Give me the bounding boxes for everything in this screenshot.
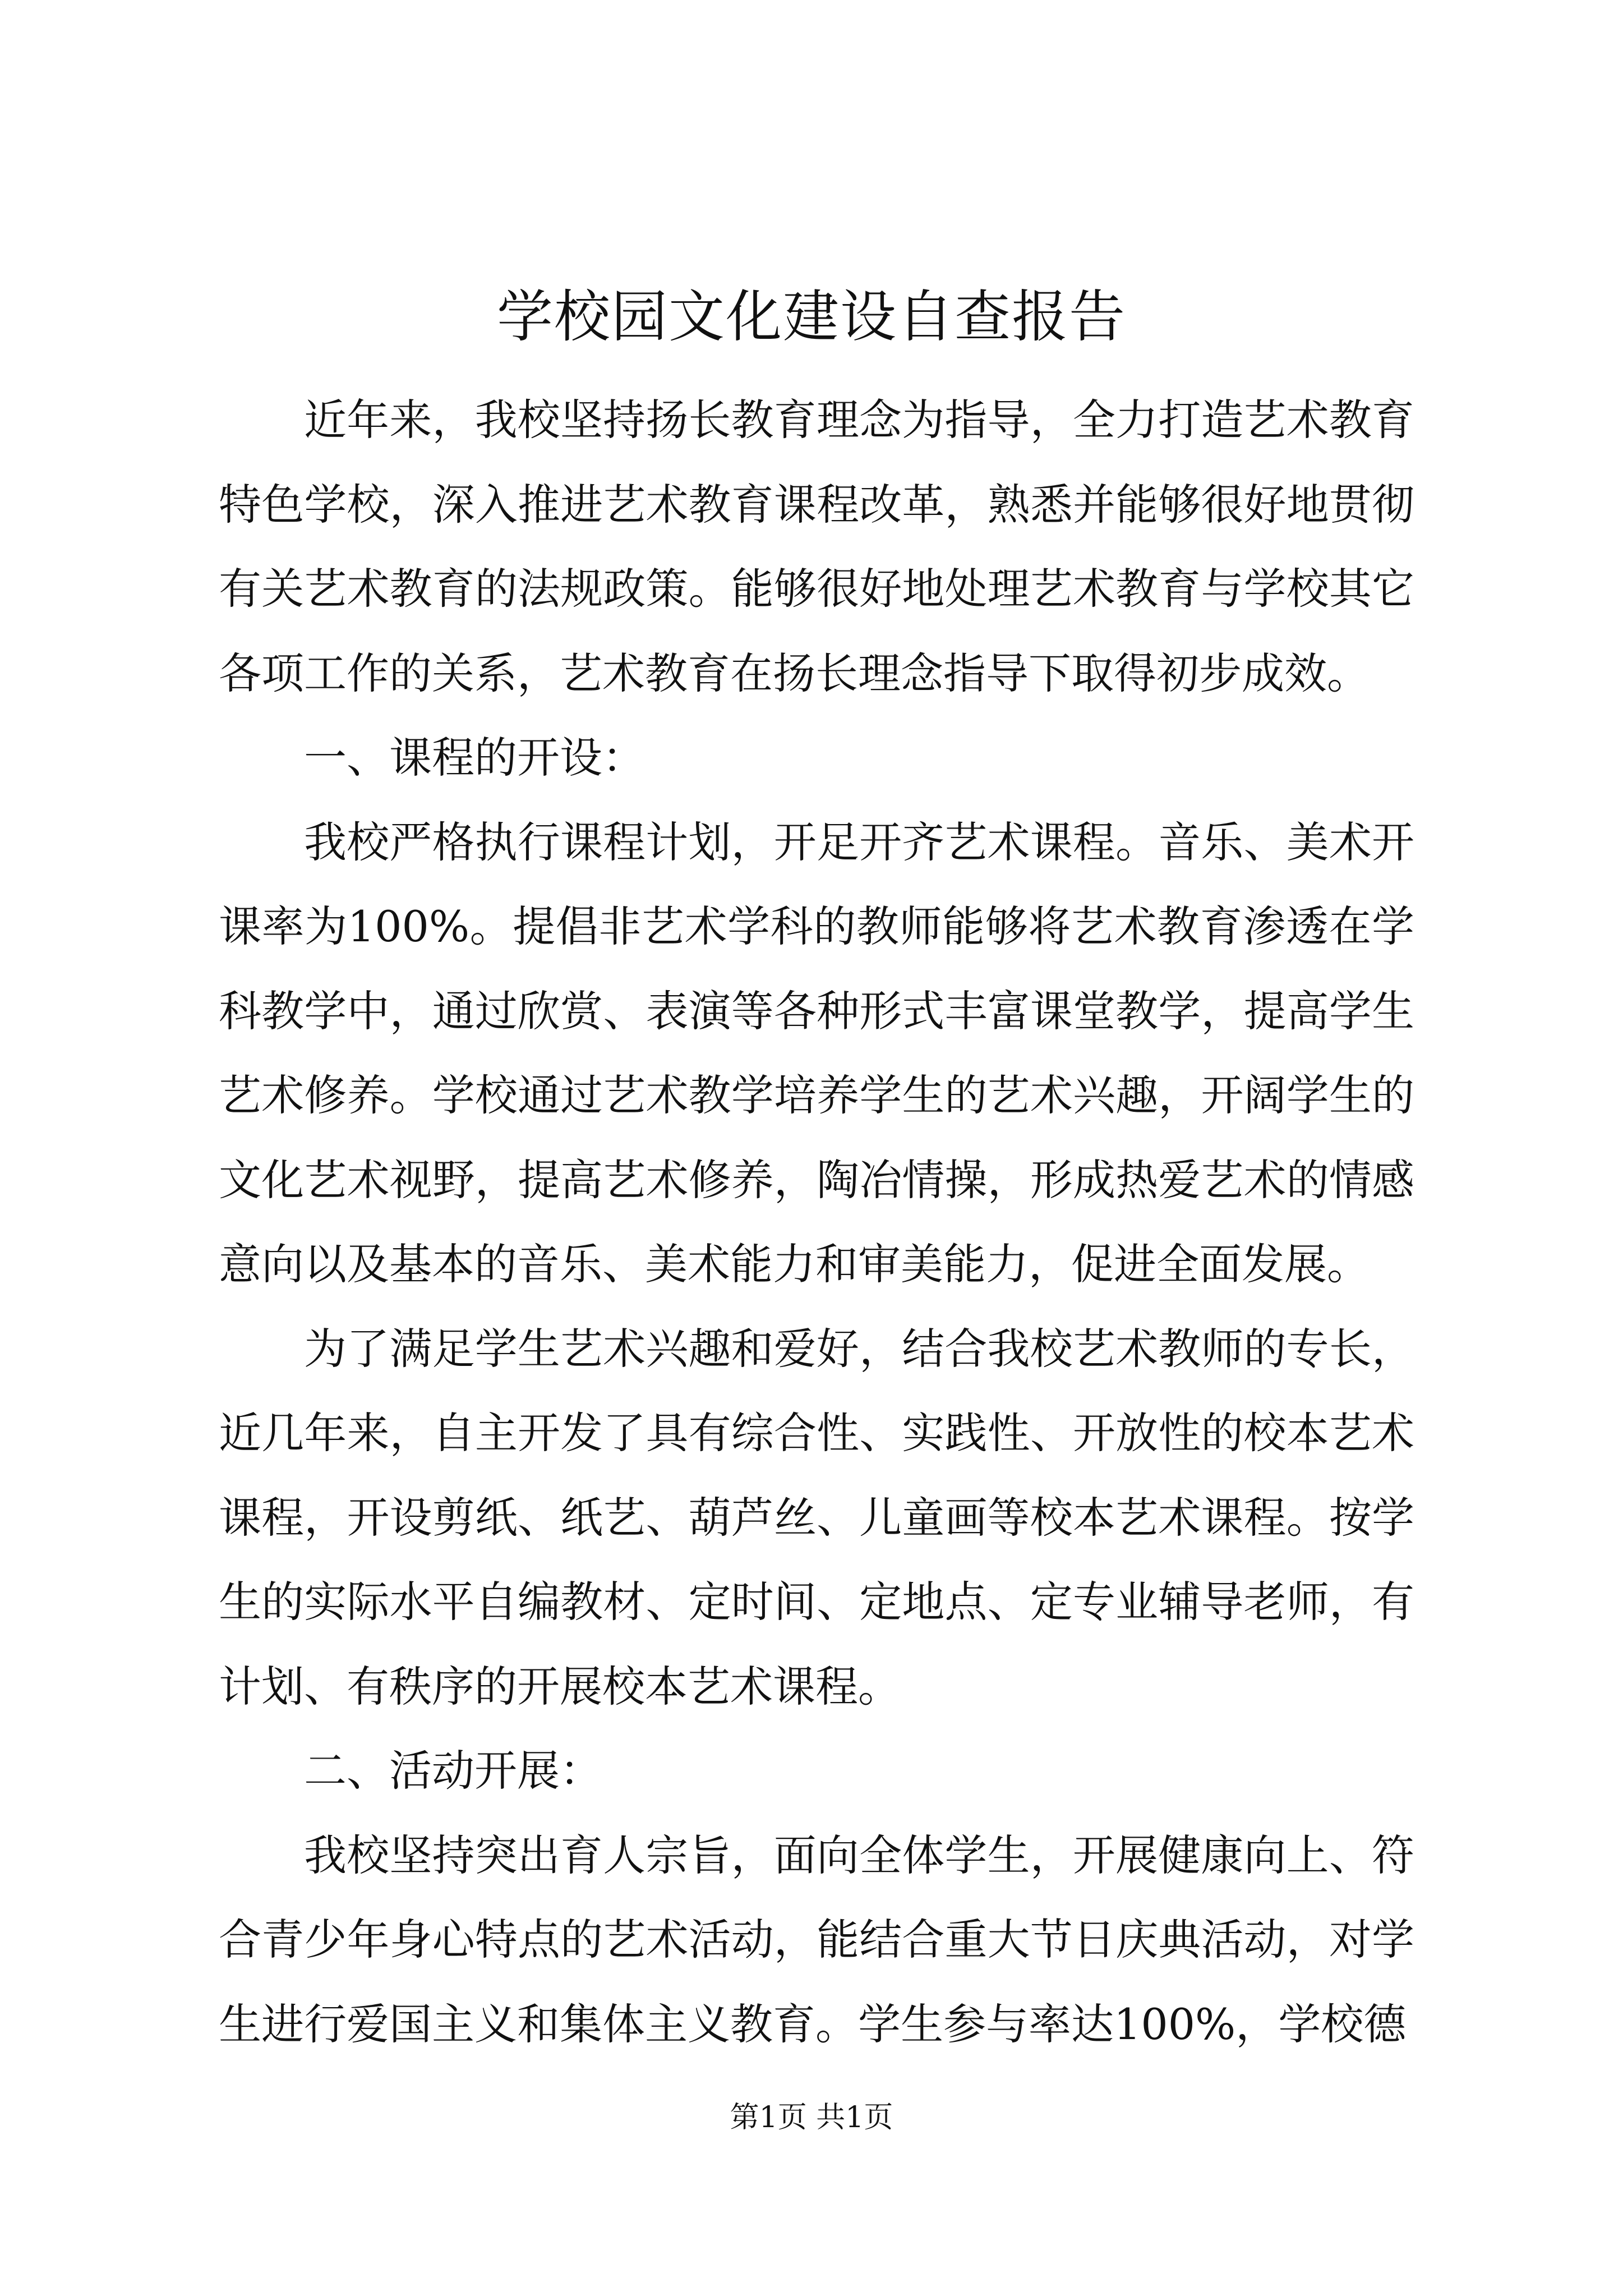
document-title: 学校园文化建设自查报告 <box>497 284 1126 349</box>
paragraph-intro: 近年来，我校坚持扬长教育理念为指导，全力打造艺术教育特色学校，深入推进艺术教育课程改革，熟悉并能够很好地贯彻有关艺术教育的法规政策。能够很好地处理艺术教育与学校其它各项工作的关系，艺术教育在扬长理念指导下取得初步成效。 <box>219 395 1414 698</box>
paragraph-activities: 我校坚持突出育人宗旨，面向全体学生，开展健康向上、符合青少年身心特点的艺术活动，能结合重大节日庆典活动，对学生进行爱国主义和集体主义教育。学生参与率达100%，学校德 <box>219 1830 1414 2049</box>
paragraph-school-courses: 为了满足学生艺术兴趣和爱好，结合我校艺术教师的专长，近几年来，自主开发了具有综合性、实践性、开放性的校本艺术课程，开设剪纸、纸艺、葫芦丝、儿童画等校本艺术课程。按学生的实际水平自编教材、定时间、定地点、定专业辅导老师，有计划、有秩序的开展校本艺术课程。 <box>219 1323 1414 1711</box>
page-number-footer: 第1页 共1页 <box>730 2101 893 2134</box>
document-body <box>219 378 1414 2067</box>
section-heading-activities: 二、活动开展： <box>304 1746 602 1796</box>
paragraph-courses: 我校严格执行课程计划，开足开齐艺术课程。音乐、美术开课率为100%。提倡非艺术学科的教师能够将艺术教育渗透在学科教学中，通过欣赏、表演等各种形式丰富课堂教学，提高学生艺术修养。学校通过艺术教学培养学生的艺术兴趣，开阔学生的文化艺术视野，提高艺术修养，陶冶情操，形成热爱艺术的情感意向以及基本的音乐、美术能力和审美能力，促进全面发展。 <box>219 817 1414 1289</box>
section-heading-courses: 一、课程的开设： <box>304 733 645 783</box>
